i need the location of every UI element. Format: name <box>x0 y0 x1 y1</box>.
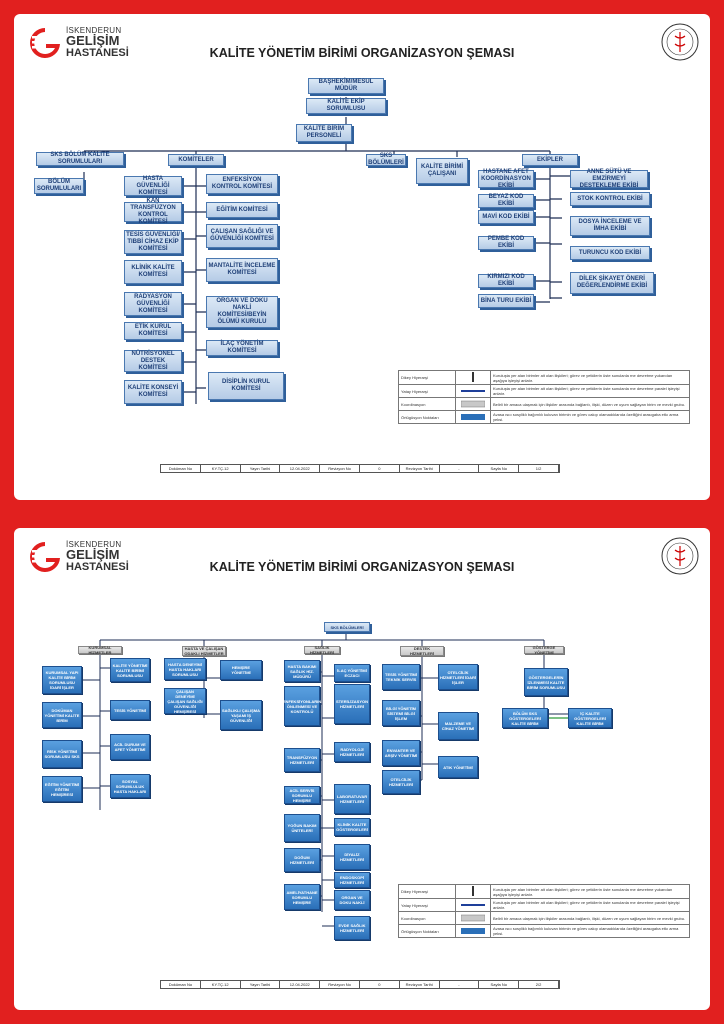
legend-symbol <box>456 912 491 925</box>
legend-table <box>398 370 690 424</box>
kurumsal-item: KURUMSAL YAPI KALİTE BİRİM SORUMLUSU İDARİ İŞLER <box>42 666 82 694</box>
legend-table-2 <box>398 884 690 938</box>
saglik-item: AMELİYATHANE SORUMLU HEMŞİRE <box>284 884 320 910</box>
saglik-item: TRANSFÜZYON HİZMETLERİ <box>284 748 320 772</box>
brand-line2: GELİŞİM <box>66 547 120 562</box>
document-footer <box>160 464 560 473</box>
org-chart-page-1 <box>14 14 710 500</box>
legend-description: Kuruluşta yer alan birimler ait olan ilişkileri; görev ve yetkilerin üste sunulanla rne devretme yukarıdan aşağıya işleyişi anlatır. <box>491 885 690 899</box>
destek-item: BİLGİ YÖNETİM SİSTEMİ BİLGİ İŞLEM <box>382 700 420 726</box>
legend-description: Kuruluşta yer alan birimler ait olan ilişkileri; görev ve yetkilerin üste sunulanla rne devretme paralel işleyişi anlatır. <box>491 385 690 398</box>
footer-cell: 12.04.2022 <box>280 981 320 988</box>
committee-item: EĞİTİM KOMİTESİ <box>206 202 278 218</box>
footer-cell: Revizyon Tarihi <box>400 981 440 988</box>
teams-header: EKİPLER <box>522 154 578 166</box>
legend-symbol <box>456 899 491 912</box>
committee-item: RADYASYON GÜVENLİĞİ KOMİTESİ <box>124 292 182 316</box>
kurumsal-item: RİSK YÖNETİMİ SORUMLUSU SKS <box>42 740 82 768</box>
vertical-line-icon <box>468 372 478 382</box>
legend-symbol <box>456 371 491 385</box>
hasta-item: SAĞLIKLI ÇALIŞMA YAŞAMI İŞ GÜVENLİĞİ <box>220 700 262 730</box>
legend-label: Dikey Hiyerarşi <box>399 371 456 385</box>
legend-label: Örtügüsyon Noktaları <box>399 925 456 938</box>
document-footer-2 <box>160 980 560 989</box>
footer-cell: Revizyon No <box>320 981 360 988</box>
legend-row <box>399 371 690 385</box>
kurumsal-item: SOSYAL SORUMLULUK HASTA HAKLARI <box>110 774 150 798</box>
destek-item: TESİS YÖNETİMİ TEKNİK SERVİS <box>382 664 420 690</box>
committee-item: ORGAN VE DOKU NAKLİ KOMİTESİ/BEYİN ÖLÜMÜ KURULU <box>206 296 278 328</box>
committee-item: İLAÇ YÖNETİM KOMİTESİ <box>206 340 278 356</box>
destek-item: OTELCİLİK HİZMETLERİ İDARİ İŞLER <box>438 664 478 690</box>
legend-label: Koordinasyon <box>399 912 456 925</box>
footer-cell: Sayfa No <box>479 981 519 988</box>
legend-symbol <box>456 398 491 411</box>
coordination-icon <box>461 400 485 408</box>
legend-description: Belirli bir amaca ulaşmak için ilişkiler arasında bağlantı, ilişki, düzen ve uyum sağlayan birim ve mevki grubu. <box>491 398 690 411</box>
saglik-item: ORGAN VE DOKU NAKLİ <box>334 890 370 910</box>
footer-cell: Revizyon No <box>320 465 360 472</box>
saglik-item: İLAÇ YÖNETİMİ ECZACI <box>334 664 370 682</box>
vertical-line-icon <box>468 886 478 896</box>
saglik-item: STERİLİZASYON HİZMETLERİ <box>334 684 370 724</box>
footer-cell: Doküman No <box>161 465 201 472</box>
team-item: DOSYA İNCELEME VE İMHA EKİBİ <box>570 216 650 236</box>
team-item: STOK KONTROL EKİBİ <box>570 192 650 206</box>
horizontal-line-icon <box>461 388 485 394</box>
gosterge-item: İÇ KALİTE GÖSTERGELERİ KALİTE BİRİM <box>568 708 612 728</box>
legend-description: Kuruluşta yer alan birimler ait olan ilişkileri; görev ve yetkilerin üste sunulanla rne devretme paralel işleyişi anlatır. <box>491 899 690 912</box>
legend-row <box>399 398 690 411</box>
horizontal-line-icon <box>461 902 485 908</box>
sks-column-header: GÖSTERGE YÖNETİMİ <box>524 646 564 654</box>
legend-symbol <box>456 925 491 938</box>
brand-line3: HASTANESİ <box>66 561 129 573</box>
brand-line3: HASTANESİ <box>66 47 129 59</box>
hasta-item: HEMŞİRE YÖNETİMİ <box>220 660 262 680</box>
legend-label: Yatay Hiyerarşi <box>399 385 456 398</box>
saglik-item: KLİNİK KALİTE GÖSTERGELERİ <box>334 818 370 836</box>
footer-cell: 12.04.2022 <box>280 465 320 472</box>
destek-item: OTELCİLİK HİZMETLERİ <box>382 770 420 794</box>
committee-item: MANTALİTE İNCELEME KOMİTESİ <box>206 258 278 282</box>
legend-row <box>399 885 690 899</box>
legend-symbol <box>456 885 491 899</box>
saglik-item: LABORATUVAR HİZMETLERİ <box>334 784 370 814</box>
page-title: KALİTE YÖNETİM BİRİMİ ORGANİZASYON ŞEMASI <box>209 46 515 60</box>
committee-item: KLİNİK KALİTE KOMİTESİ <box>124 260 182 284</box>
legend-symbol <box>456 411 491 424</box>
footer-cell: 0 <box>360 981 400 988</box>
footer-cell: 0 <box>360 465 400 472</box>
footer-cell: Sayfa No <box>479 465 519 472</box>
destek-item: ATIK YÖNETİMİ <box>438 756 478 778</box>
legend-label: Örtügüsyon Noktaları <box>399 411 456 424</box>
hasta-item: HASTA DENEYİMİ HASTA HAKLARI SORUMLUSU <box>164 658 206 680</box>
legend-description: Kuruluşta yer alan birimler ait olan ilişkileri; görev ve yetkilerin üste sunulanla rne devretme yukarıdan aşağıya işleyişi anlatır. <box>491 371 690 385</box>
quality-unit-staff: KALİTE BİRİM PERSONELİ <box>296 124 352 142</box>
footer-cell: Doküman No <box>161 981 201 988</box>
legend-row <box>399 925 690 938</box>
legend-row <box>399 411 690 424</box>
team-item: DİLEK ŞİKAYET ÖNERİ DEĞERLENDİRME EKİBİ <box>570 272 654 294</box>
destek-item: MALZEME VE CİHAZ YÖNETİMİ <box>438 712 478 740</box>
footer-cell: Yayın Tarihi <box>241 465 281 472</box>
sks-column-header: SAĞLIK HİZMETLERİ <box>304 646 340 654</box>
sks-column-header: HASTA VE ÇALIŞAN ODAKLI HİZMETLER <box>182 646 226 656</box>
saglik-item: DOĞUM HİZMETLERİ <box>284 848 320 872</box>
legend-row <box>399 899 690 912</box>
quality-unit-employee: KALİTE BİRİMİ ÇALIŞANI <box>416 158 468 184</box>
legend-description: Belirli bir amaca ulaşmak için ilişkiler arasında bağlantı, ilişki, düzen ve uyum sağlayan birim ve mevki grubu. <box>491 912 690 925</box>
sks-root: SKS BÖLÜMLERİ <box>324 622 370 632</box>
coordination-icon <box>461 914 485 922</box>
legend-row <box>399 385 690 398</box>
page-title-2: KALİTE YÖNETİM BİRİMİ ORGANİZASYON ŞEMASI <box>209 560 515 574</box>
team-item: ANNE SÜTÜ VE EMZİRMEYİ DESTEKLEME EKİBİ <box>570 170 648 188</box>
footer-cell: - <box>440 981 480 988</box>
brand-line1: İSKENDERUN <box>66 540 122 549</box>
hasta-item: ÇALIŞAN DENEYİMİ ÇALIŞAN SAĞLIĞI GÜVENLİĞİ HEMŞİRESİ <box>164 688 206 714</box>
team-item: HASTANE AFET KOORDİNASYON EKİBİ <box>478 170 534 188</box>
kurumsal-item: KALİTE YÖNETİMİ KALİTE BİRİMİ SORUMLUSU <box>110 658 150 682</box>
saglik-item: EVDE SAĞLIK HİZMETLERİ <box>334 916 370 940</box>
legend-description: Avasa ısıo sosyliklı bağımlılı kuluvan birimin ve görev cakıp olamadıklarıda özelliğini arasıgaba etkı arma yeksi. <box>491 925 690 938</box>
legend-label: Yatay Hiyerarşi <box>399 899 456 912</box>
gosterge-item: BÖLÜM SKS GÖSTERGELERİ KALİTE BİRİM <box>502 708 548 728</box>
team-item: TURUNCU KOD EKİBİ <box>570 246 650 260</box>
saglik-item: RADYOLOJİ HİZMETLERİ <box>334 742 370 762</box>
legend-row <box>399 912 690 925</box>
intersection-icon <box>461 413 485 421</box>
footer-cell: 1/2 <box>519 465 559 472</box>
legend-symbol <box>456 385 491 398</box>
committee-item: KALİTE KONSEYİ KOMİTESİ <box>124 380 182 404</box>
committee-item: ENFEKSİYON KONTROL KOMİTESİ <box>206 174 278 194</box>
department-responsibles: BÖLÜM SORUMLULARI <box>34 178 84 194</box>
committees-header: KOMİTELER <box>168 154 224 166</box>
destek-item: ENVANTER VE ARŞİV YÖNETİMİ <box>382 740 420 766</box>
saglik-item: ENDOSKOPİ HİZMETLERİ <box>334 872 370 888</box>
gosterge-item: GÖSTERGELERİN İZLENMESİ KALİTE BİRİM SORUMLUSU <box>524 668 568 696</box>
kurumsal-item: EĞİTİM YÖNETİMİ EĞİTİM HEMŞİRESİ <box>42 776 82 802</box>
committee-item: ETİK KURUL KOMİTESİ <box>124 322 182 340</box>
saglik-item: HASTA BAKIMI SAĞLIK HİZ. MÜDÜRÜ <box>284 660 320 682</box>
legend-label: Dikey Hiyerarşi <box>399 885 456 899</box>
saglik-item: ENFEKSİYONLARIN ÖNLENMESİ VE KONTROLÜ <box>284 686 320 726</box>
footer-cell: - <box>440 465 480 472</box>
saglik-item: ACİL SERVİS SORUMLU HEMŞİRE <box>284 786 320 804</box>
team-item: MAVİ KOD EKİBİ <box>478 210 534 224</box>
legend-label: Koordinasyon <box>399 398 456 411</box>
top-chief: BAŞHEKİM/MESUL MÜDÜR <box>308 78 384 94</box>
kurumsal-item: TESİS YÖNETİMİ <box>110 700 150 720</box>
legend-description: Avasa ısıo sosyliklı bağımlılı kuluvan birimin ve görev cakıp olamadıklarıda özelliğini arasıgaba etkı arma yeksi. <box>491 411 690 424</box>
quality-team-lead: KALİTE EKİP SORUMLUSU <box>306 98 386 114</box>
committee-item: NÜTRİSYONEL DESTEK KOMİTESİ <box>124 350 182 372</box>
kurumsal-item: DOKÜMAN YÖNETİMİ KALİTE BİRİM <box>42 702 82 728</box>
committee-item: TESİS GÜVENLİĞİ/ TIBBİ CİHAZ EKİP KOMİTESİ <box>124 230 182 254</box>
sks-departments: SKS BÖLÜMLERİ <box>366 154 406 166</box>
sks-quality-responsibles: SKS BÖLÜM KALİTE SORUMLULARI <box>36 152 124 166</box>
committee-item: HASTA GÜVENLİĞİ KOMİTESİ <box>124 176 182 196</box>
sks-column-header: KURUMSAL HİZMETLER <box>78 646 122 654</box>
team-item: BEYAZ KOD EKİBİ <box>478 194 534 208</box>
kurumsal-item: ACİL DURUM VE AFET YÖNETİMİ <box>110 734 150 760</box>
team-item: KIRMIZI KOD EKİBİ <box>478 274 534 288</box>
saglik-item: DİYALİZ HİZMETLERİ <box>334 844 370 870</box>
intersection-icon <box>461 927 485 935</box>
footer-cell: KY.TÇ.12 <box>201 465 241 472</box>
brand-line2: GELİŞİM <box>66 33 120 48</box>
committee-item: KAN TRANSFÜZYON KONTROL KOMİTESİ <box>124 202 182 222</box>
footer-cell: Yayın Tarihi <box>241 981 281 988</box>
org-chart-page-2 <box>14 528 710 1010</box>
footer-cell: KY.TÇ.12 <box>201 981 241 988</box>
footer-cell: Revizyon Tarihi <box>400 465 440 472</box>
brand-line1: İSKENDERUN <box>66 26 122 35</box>
committee-item: ÇALIŞAN SAĞLIĞI VE GÜVENLİĞİ KOMİTESİ <box>206 224 278 248</box>
sks-column-header: DESTEK HİZMETLERİ <box>400 646 444 656</box>
team-item: BİNA TURU EKİBİ <box>478 294 534 308</box>
footer-cell: 2/2 <box>519 981 559 988</box>
committee-item: DİSİPLİN KURUL KOMİTESİ <box>208 372 284 400</box>
saglik-item: YOĞUN BAKIM ÜNİTELERİ <box>284 814 320 842</box>
team-item: PEMBE KOD EKİBİ <box>478 236 534 250</box>
